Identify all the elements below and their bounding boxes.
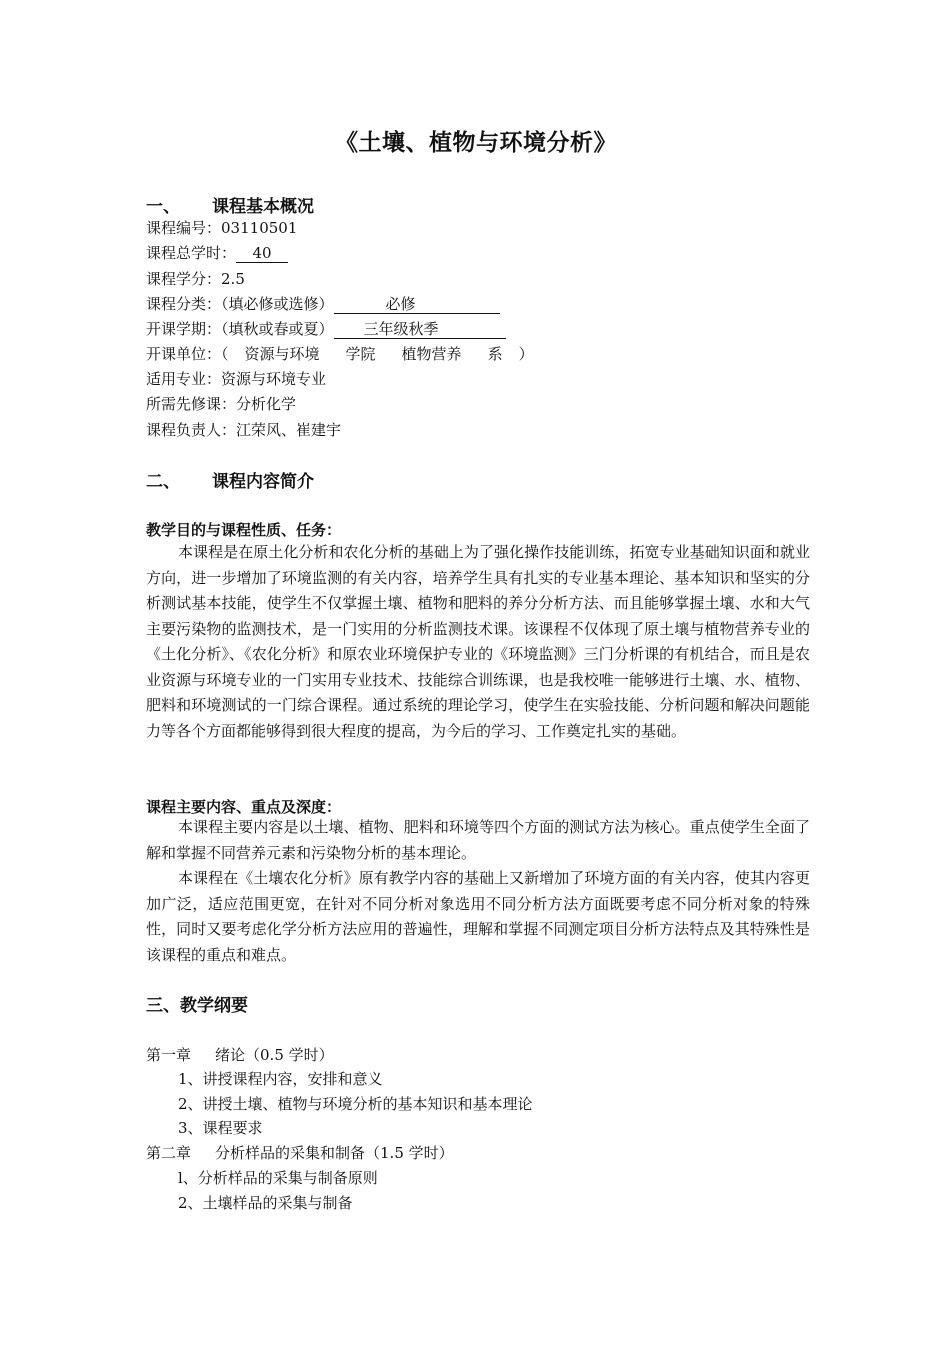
- course-unit-school: 资源与环境: [244, 345, 320, 363]
- section-1-heading: [146, 192, 314, 217]
- course-credit-value: 2.5: [221, 270, 245, 288]
- course-term-value: [334, 321, 506, 339]
- course-major-line: 适用专业：资源与环境专业: [146, 370, 327, 388]
- course-term-text: 三年级秋季: [363, 320, 439, 338]
- section-1-title: 课程基本概况: [212, 197, 314, 217]
- course-code-line: [146, 218, 297, 238]
- course-hours-line: [146, 243, 288, 263]
- course-term-line: [146, 319, 506, 339]
- course-term-label: 开课学期：（填秋或春或夏）: [146, 320, 334, 338]
- chapter-1-heading: [146, 1044, 334, 1065]
- course-leader-line: 课程负责人：江荣风、崔建宇: [146, 421, 342, 439]
- course-credit-line: [146, 269, 245, 289]
- course-credit-label: 课程学分：: [146, 270, 222, 288]
- teaching-purpose-heading: 教学目的与课程性质、任务：: [146, 521, 342, 539]
- chapter-1-number: 第一章: [146, 1046, 192, 1064]
- course-unit-label: 开课单位：（: [146, 345, 229, 363]
- chapter-1-title: 绪论（0.5 学时）: [215, 1046, 334, 1064]
- course-hours-value: 40: [236, 245, 288, 263]
- course-unit-school-suffix: 学院: [345, 345, 376, 363]
- course-hours-label: 课程总学时：: [146, 244, 237, 262]
- course-type-text: 必修: [385, 295, 416, 313]
- section-2-number: 二、: [146, 472, 180, 492]
- course-unit-line: [146, 344, 534, 364]
- chapter-2-number: 第二章: [146, 1144, 192, 1162]
- main-content-heading: 课程主要内容、重点及深度：: [146, 798, 342, 816]
- course-type-line: [146, 294, 500, 314]
- section-2-heading: [146, 467, 314, 492]
- course-unit-dept-suffix: 系: [487, 345, 503, 363]
- document-title: 《土壤、植物与环境分析》: [335, 129, 617, 156]
- chapter-1-item: 3、课程要求: [178, 1119, 263, 1137]
- course-type-value: [334, 296, 500, 314]
- course-unit-close: ）: [518, 345, 534, 363]
- main-content-paragraph-2: 本课程在《土壤农化分析》原有教学内容的基础上又新增加了环境方面的有关内容，使其内容更加广泛，适应范围更宽，在针对不同分析对象选用不同分析方法方面既要考虑不同分析对象的特殊性，同时又要考虑化学分析方法应用的普遍性，理解和掌握不同测定项目分析方法特点及其特殊性是该课程的重点和难点。: [146, 869, 810, 964]
- course-code-label: 课程编号：: [146, 219, 222, 237]
- main-content-paragraph-1: 本课程主要内容是以土壤、植物、肥料和环境等四个方面的测试方法为核心。重点使学生全面了解和掌握不同营养元素和污染物分析的基本理论。: [146, 818, 810, 862]
- section-2-title: 课程内容简介: [212, 472, 314, 492]
- chapter-2-item: 2、土壤样品的采集与制备: [178, 1194, 353, 1212]
- chapter-1-item: 2、讲授土壤、植物与环境分析的基本知识和基本理论: [178, 1095, 533, 1113]
- course-code-value: 03110501: [221, 219, 298, 237]
- chapter-2-heading: [146, 1142, 454, 1163]
- chapter-1-item: 1、讲授课程内容，安排和意义: [178, 1070, 383, 1088]
- section-1-number: 一、: [146, 197, 180, 217]
- teaching-purpose-paragraph: 本课程是在原土化分析和农化分析的基础上为了强化操作技能训练，拓宽专业基础知识面和就业方向，进一步增加了环境监测的有关内容，培养学生具有扎实的专业基本理论、基本知识和坚实的分析测试基本技能，使学生不仅掌握土壤、植物和肥料的养分分析方法、而且能够掌握土壤、水和大气主要污染物的监测技术，是一门实用的分析监测技术课。该课程不仅体现了原土壤与植物营养专业的《土化分析》、《农化分析》和原农业环境保护专业的《环境监测》三门分析课的有机结合，而且是农业资源与环境专业的一门实用专业技术、技能综合训练课，也是我校唯一能够进行土壤、水、植物、肥料和环境测试的一门综合课程。通过系统的理论学习，使学生在实验技能、分析问题和解决问题能力等各个方面都能够得到很大程度的提高，为今后的学习、工作奠定扎实的基础。: [146, 543, 810, 740]
- course-type-label: 课程分类：（填必修或选修）: [146, 295, 334, 313]
- chapter-2-title: 分析样品的采集和制备（1.5 学时）: [215, 1144, 454, 1162]
- course-unit-dept: 植物营养: [401, 345, 462, 363]
- course-prereq-line: 所需先修课：分析化学: [146, 395, 297, 413]
- chapter-2-item: l、分析样品的采集与制备原则: [178, 1169, 378, 1187]
- section-3-heading: 三、教学纲要: [146, 996, 248, 1016]
